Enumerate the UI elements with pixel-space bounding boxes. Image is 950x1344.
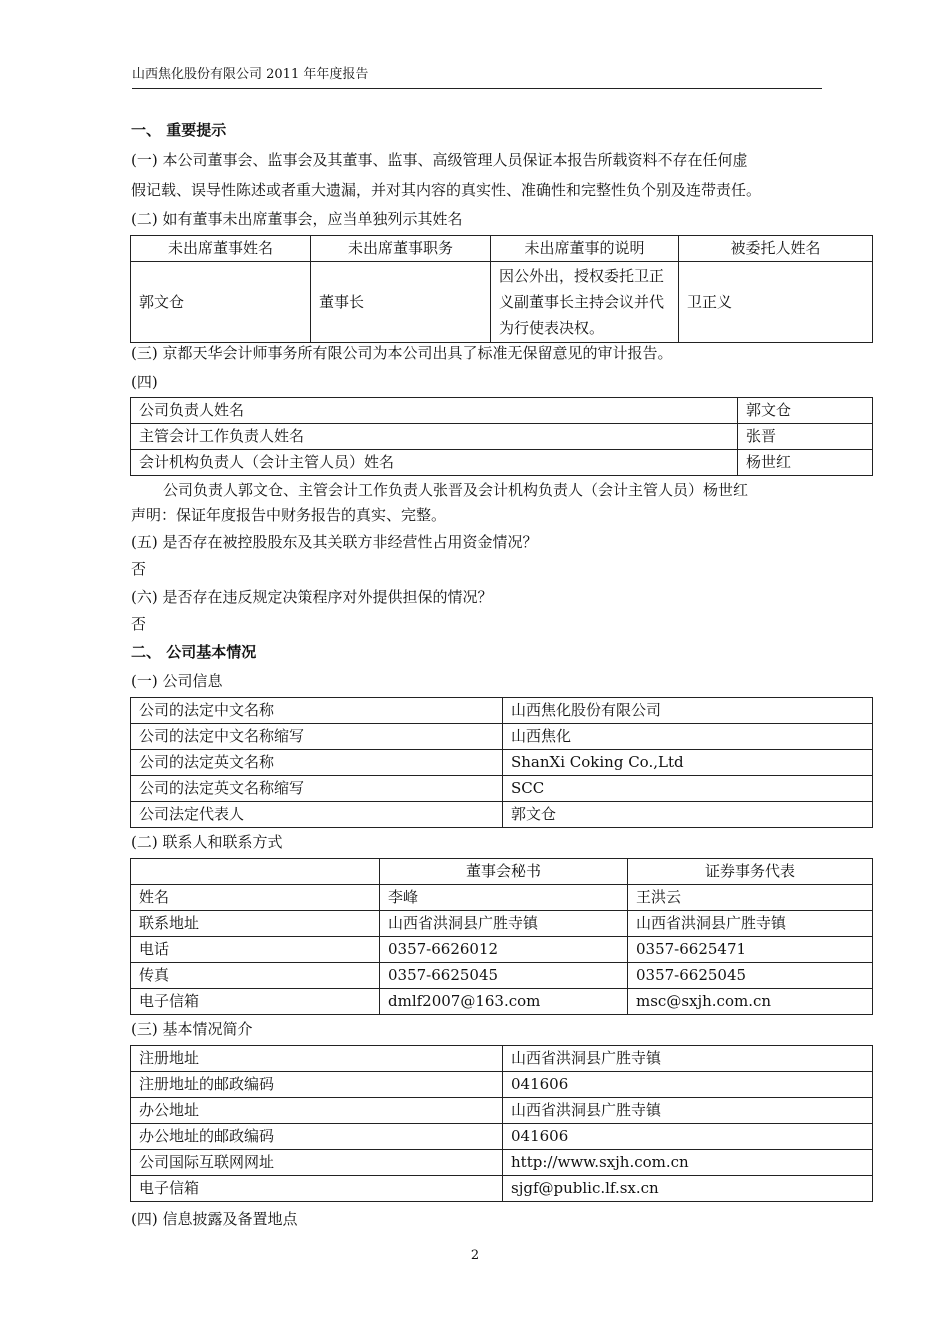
row-label: 电子信箱 <box>131 1176 503 1202</box>
row-label: 公司的法定英文名称缩写 <box>131 776 503 802</box>
notice-6-answer: 否 <box>131 615 147 633</box>
representative-value: 山西省洪洞县广胜寺镇 <box>628 911 873 937</box>
notice-6: (六) 是否存在违反规定决策程序对外提供担保的情况？ <box>131 588 493 606</box>
table-row <box>131 989 873 1015</box>
table-header-cell: 证券事务代表 <box>628 859 873 885</box>
page-header <box>132 66 822 89</box>
row-value: ShanXi Coking Co.,Ltd <box>503 750 873 776</box>
contact-table <box>130 858 873 1015</box>
table-header-row <box>131 859 873 885</box>
secretary-value: dmlf2007@163.com <box>380 989 628 1015</box>
table-row <box>131 262 873 343</box>
row-label: 注册地址的邮政编码 <box>131 1072 503 1098</box>
table-row <box>131 802 873 828</box>
row-label: 会计机构负责人（会计主管人员）姓名 <box>131 450 738 476</box>
absent-name: 郭文仓 <box>131 262 311 343</box>
row-value: sjgf@public.lf.sx.cn <box>503 1176 873 1202</box>
declaration-line-2: 声明：保证年度报告中财务报告的真实、完整。 <box>131 506 447 524</box>
table-row <box>131 424 873 450</box>
absent-title: 董事长 <box>311 262 491 343</box>
section-1-heading: 一、 重要提示 <box>131 121 227 139</box>
row-label: 公司国际互联网网址 <box>131 1150 503 1176</box>
table-header-cell: 董事会秘书 <box>380 859 628 885</box>
page-number: 2 <box>470 1248 480 1263</box>
table-row <box>131 724 873 750</box>
table-header-cell <box>131 859 380 885</box>
row-label: 公司负责人姓名 <box>131 398 738 424</box>
basic-info-table <box>130 1045 873 1202</box>
responsible-persons-table <box>130 397 873 476</box>
row-label: 主管会计工作负责人姓名 <box>131 424 738 450</box>
table-row <box>131 698 873 724</box>
row-label: 公司法定代表人 <box>131 802 503 828</box>
row-label: 办公地址的邮政编码 <box>131 1124 503 1150</box>
notice-3: (三) 京都天华会计师事务所有限公司为本公司出具了标准无保留意见的审计报告。 <box>131 344 673 362</box>
representative-value: 王洪云 <box>628 885 873 911</box>
notice-1-line-1: (一) 本公司董事会、监事会及其董事、监事、高级管理人员保证本报告所载资料不存在任何虚 <box>131 151 748 169</box>
table-row <box>131 885 873 911</box>
row-label: 传真 <box>131 963 380 989</box>
company-info-title: (一) 公司信息 <box>131 672 223 690</box>
row-label: 电话 <box>131 937 380 963</box>
notice-2: (二) 如有董事未出席董事会，应当单独列示其姓名 <box>131 210 463 228</box>
table-row <box>131 963 873 989</box>
row-value: 山西省洪洞县广胜寺镇 <box>503 1098 873 1124</box>
table-header-cell: 未出席董事姓名 <box>131 236 311 262</box>
row-label: 注册地址 <box>131 1046 503 1072</box>
basic-info-title: (三) 基本情况简介 <box>131 1020 253 1038</box>
table-header-cell: 未出席董事职务 <box>311 236 491 262</box>
row-value: 郭文仓 <box>738 398 873 424</box>
row-value: 041606 <box>503 1072 873 1098</box>
table-row <box>131 398 873 424</box>
table-row <box>131 1098 873 1124</box>
table-row <box>131 937 873 963</box>
row-value: 张晋 <box>738 424 873 450</box>
declaration-line-1: 公司负责人郭文仓、主管会计工作负责人张晋及会计机构负责人（会计主管人员）杨世红 <box>163 481 749 499</box>
row-value: http://www.sxjh.com.cn <box>503 1150 873 1176</box>
secretary-value: 0357-6625045 <box>380 963 628 989</box>
table-header-cell: 未出席董事的说明 <box>491 236 679 262</box>
contact-title: (二) 联系人和联系方式 <box>131 833 283 851</box>
row-label: 办公地址 <box>131 1098 503 1124</box>
row-label: 电子信箱 <box>131 989 380 1015</box>
representative-value: 0357-6625471 <box>628 937 873 963</box>
row-label: 公司的法定英文名称 <box>131 750 503 776</box>
absent-reason: 因公外出，授权委托卫正义副董事长主持会议并代为行使表决权。 <box>491 262 679 343</box>
table-row <box>131 1124 873 1150</box>
secretary-value: 李峰 <box>380 885 628 911</box>
row-label: 联系地址 <box>131 911 380 937</box>
row-value: 山西省洪洞县广胜寺镇 <box>503 1046 873 1072</box>
notice-4: (四) <box>131 373 158 391</box>
table-row <box>131 911 873 937</box>
disclosure-title: (四) 信息披露及备置地点 <box>131 1210 298 1228</box>
table-header-row <box>131 236 873 262</box>
row-value: 郭文仓 <box>503 802 873 828</box>
table-row <box>131 1176 873 1202</box>
row-value: 山西焦化股份有限公司 <box>503 698 873 724</box>
company-info-table <box>130 697 873 828</box>
secretary-value: 山西省洪洞县广胜寺镇 <box>380 911 628 937</box>
table-row <box>131 1046 873 1072</box>
notice-5-answer: 否 <box>131 560 147 578</box>
section-2-heading: 二、 公司基本情况 <box>131 643 257 661</box>
secretary-value: 0357-6626012 <box>380 937 628 963</box>
notice-5: (五) 是否存在被控股股东及其关联方非经营性占用资金情况？ <box>131 533 538 551</box>
table-row <box>131 450 873 476</box>
row-label: 公司的法定中文名称 <box>131 698 503 724</box>
proxy-name: 卫正义 <box>679 262 873 343</box>
report-title: 山西焦化股份有限公司 2011 年年度报告 <box>132 67 369 82</box>
row-value: 杨世红 <box>738 450 873 476</box>
row-value: SCC <box>503 776 873 802</box>
table-row <box>131 750 873 776</box>
representative-value: 0357-6625045 <box>628 963 873 989</box>
row-value: 041606 <box>503 1124 873 1150</box>
row-label: 公司的法定中文名称缩写 <box>131 724 503 750</box>
notice-1-line-2: 假记载、误导性陈述或者重大遗漏，并对其内容的真实性、准确性和完整性负个别及连带责任。 <box>131 181 762 199</box>
row-value: 山西焦化 <box>503 724 873 750</box>
row-label: 姓名 <box>131 885 380 911</box>
absent-directors-table <box>130 235 873 343</box>
representative-value: msc@sxjh.com.cn <box>628 989 873 1015</box>
table-header-cell: 被委托人姓名 <box>679 236 873 262</box>
table-row <box>131 1150 873 1176</box>
table-row <box>131 1072 873 1098</box>
table-row <box>131 776 873 802</box>
